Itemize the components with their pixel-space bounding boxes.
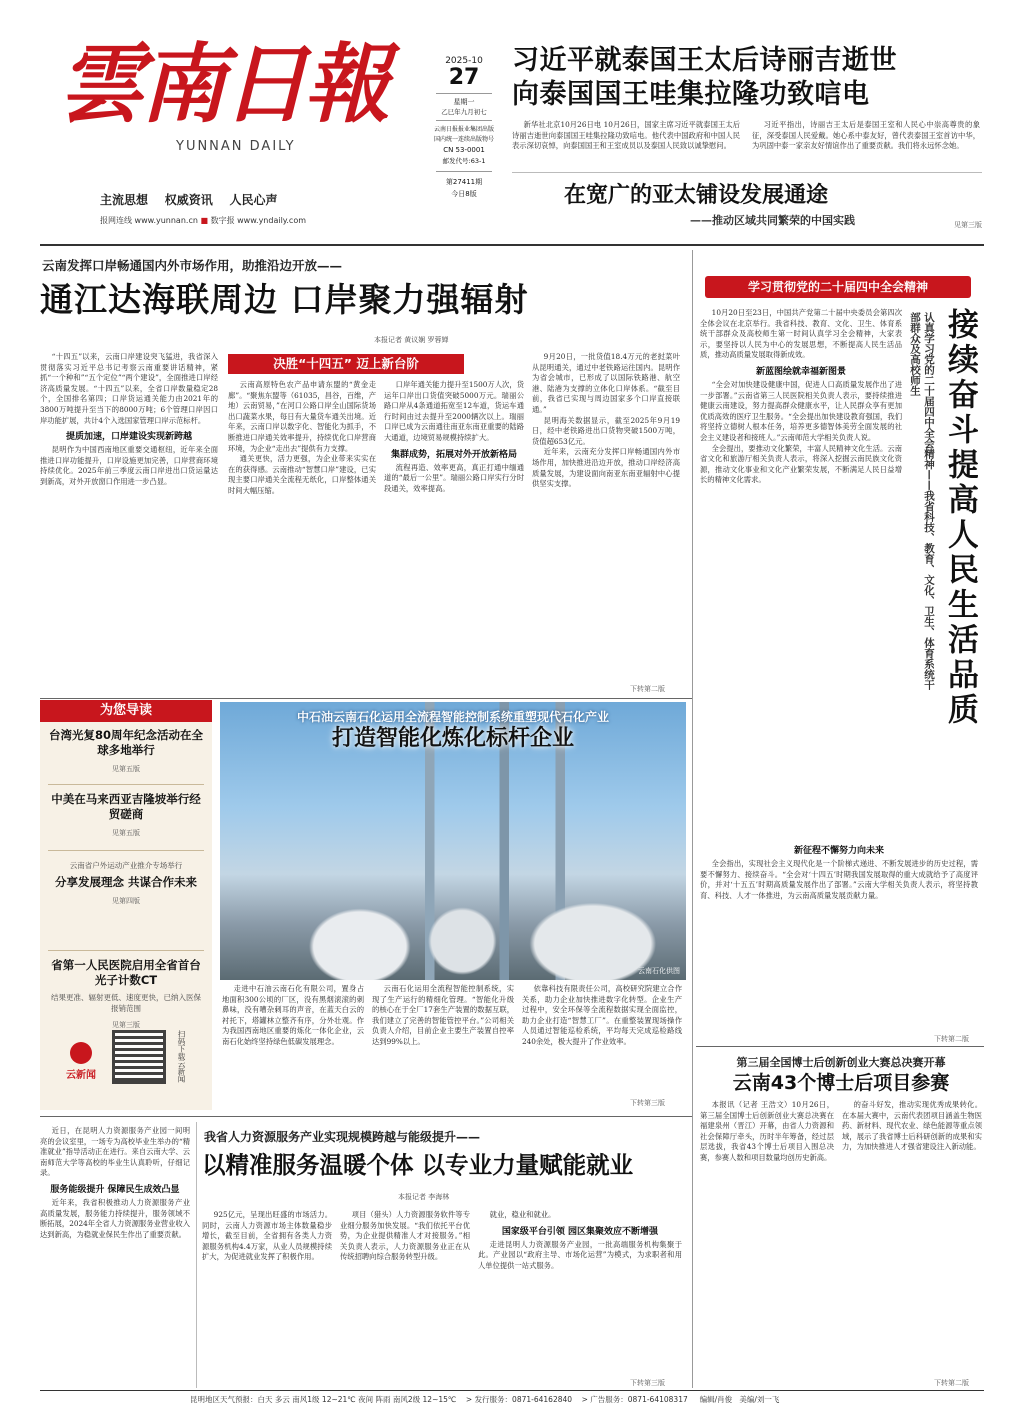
postdoc-jump[interactable]: 下转第二版: [934, 1379, 969, 1387]
top-headline-line2: 向泰国国王哇集拉隆功致唁电: [512, 79, 870, 110]
photo-jump[interactable]: 下转第三版: [630, 1099, 665, 1107]
web-url-link[interactable]: www.yunnan.cn: [134, 216, 198, 225]
side-kicker: 认真学习党的二十届四中全会精神——我省科技、教育、文化、卫生、体育系统干部群众及高校师生: [909, 312, 935, 690]
date-lunar: 乙巳年九月初七: [441, 108, 487, 116]
top-news: [512, 44, 982, 169]
postdoc-headline: 云南43个博士后项目参赛: [732, 1072, 950, 1094]
guide-item-3-kicker: 云南省户外运动产业推介专场举行: [69, 861, 183, 870]
lead-story-header: [40, 250, 680, 350]
hr-left-text: 近年来，我省积极推动人力资源服务产业高质量发展，服务能力持续提升，服务领域不断拓展，2024年全省人力资源服务业营业收入达到新高，为稳就业保民生作出了重要贡献。: [40, 1197, 190, 1239]
guide-item-4-kicker: 结果更准、辐射更低、速度更快，已纳入医保报销范围: [51, 993, 201, 1013]
hr-left-intro: [40, 1126, 190, 1388]
footer: [190, 1393, 984, 1407]
guide-item-1-title: 台湾光复80周年纪念活动在全球多地举行: [48, 728, 203, 757]
postal-code: 邮发代号:63-1: [442, 157, 486, 165]
guide-item-4[interactable]: [48, 958, 204, 1030]
lead-col4b-text: 昆明海关数据显示，截至2025年9月19日，经中老铁路进出口货物突破1500万吨，货值超653亿元。: [532, 415, 680, 446]
hr-col3-sub-text: 走进昆明人力资源服务产业园，一批高端服务机构集聚于此。产业园以“政府主导、市场化运营”为模式，为求职者和用人单位提供一站式服务。: [478, 1239, 682, 1270]
guide-box: [40, 700, 212, 1110]
footer-weather: 昆明地区天气预报：白天 多云 南风1级 12~21℃ 夜间 阵雨 南风2级 12~15℃: [190, 1395, 457, 1404]
photo-col3-text: 依靠科技有限责任公司，高校研究院建立合作关系，助力企业加快推进数字化转型。企业生产过程中，安全环保等全流程数据实现全面监控，助力企业打造“智慧工厂”。在重整装置现场操作人员通过智能巡检系统，平均每天完成巡检路线240余处，极大提升了作业效率。: [522, 984, 682, 1046]
side-text-2: “全会对加快建设健康中国，促进人口高质量发展作出了进一步部署。”云南省第三人民医院相关负责人表示，要持续推进健康云南建设，努力提高群众健康水平，让人民群众享有更加优质高效的医疗卫生服务。“全会提出加快建设教育强国，我们将坚持立德树人根本任务，培养更多德智体美劳全面发展的社会主义建设者和接班人。”云南师范大学相关负责人说。: [700, 379, 902, 442]
hr-col3-subhead: 国家级平台引领 园区集聚效应不断增强: [501, 1226, 659, 1237]
hr-header: [202, 1124, 686, 1208]
hr-col-3: [478, 1210, 682, 1376]
photo-credit: 云南石化供图: [638, 967, 680, 975]
refinery-photo: [220, 702, 686, 980]
lead-col-2: [228, 380, 376, 694]
hr-headline: 以精准服务温暖个体 以专业力量赋能就业: [202, 1151, 634, 1179]
date-block: [432, 56, 496, 236]
guide-title: 为您导读: [40, 700, 212, 722]
guide-item-4-title: 省第一人民医院启用全省首台光子计数CT: [51, 958, 201, 987]
guide-item-3[interactable]: [48, 858, 204, 906]
photo-kicker: 中石油云南石化运用全流程智能控制系统重塑现代石化产业: [296, 710, 609, 724]
footer-ads: 广告服务：0871-64108317: [590, 1395, 688, 1404]
hr-col3-text: 就业，稳业和就业。: [489, 1210, 556, 1219]
footer-arrow-icon-1: >: [465, 1395, 473, 1404]
side-subhead-1: 新蓝图绘就幸福新图景: [755, 366, 846, 377]
footer-arrow-icon-2: >: [581, 1395, 588, 1404]
lead-col4c-text: 近年来，云南充分发挥口岸畅通国内外市场作用，加快推进沿边开放，推动口岸经济高质量发展，为建设面向南亚东南亚辐射中心提供坚实支撑。: [532, 447, 680, 489]
hr-col-1: [202, 1210, 332, 1388]
photo-headline: 打造智能化炼化标杆企业: [331, 726, 574, 751]
lead-kicker: 云南发挥口岸畅通国内外市场作用，助推沿边开放——: [42, 258, 343, 273]
footer-designer: 美编/刘一飞: [739, 1395, 780, 1404]
photo-col-3: [522, 984, 682, 1096]
side-banner: 学习贯彻党的二十届四中全会精神: [705, 276, 971, 298]
lead-banner: 决胜“十四五” 迈上新台阶: [228, 354, 464, 374]
publisher: 云南日报报业集团出版: [433, 126, 494, 133]
guide-item-4-see: 见第三版: [112, 1021, 140, 1029]
hr-col-2: [340, 1210, 470, 1388]
second-see-page[interactable]: 见第三版: [954, 221, 982, 229]
slogan-3: 人民心声: [229, 193, 278, 207]
masthead-english: YUNNAN DAILY: [176, 139, 296, 154]
hr-jump[interactable]: 下转第三版: [630, 1379, 665, 1387]
lead-col4-text: 9月20日，一批货值18.4万元的老挝菜叶从昆明通关，通过中老铁路运往国内。昆明作为省会城市，已形成了以国际铁路港、航空港、陆港为支撑的立体化口岸体系。“截至目前，我省已实现与周边国家多个口岸直接联通。”: [532, 352, 680, 414]
postdoc-col2-text: 的奋斗好发，推动实现优秀成果转化。在本届大赛中，云南代表团项目涵盖生物医药、新材料、现代农业、绿色能源等重点领域，展示了我省博士后科研创新的成果和实力，为加快推进人才强省建设注入新动能。: [842, 1100, 982, 1152]
top-news-left-text: 新华社北京10月26日电 10月26日，国家主席习近平就泰国王太后诗丽吉逝世向泰国国王哇集拉隆功致唁电。他代表中国政府和中国人民表示深切哀悼，向泰国国王和王室成员以及泰国人民致以诚挚慰问。: [512, 120, 740, 151]
footer-editor: 编辑/肖俊: [699, 1395, 733, 1404]
guide-item-2-see: 见第五版: [112, 829, 140, 837]
masthead-logo: 雲南日報: [58, 35, 386, 135]
postdoc-col-1: [700, 1100, 834, 1388]
postdoc-header: [698, 1052, 984, 1096]
lead-subhead-2: 集群成势，拓展对外开放新格局: [390, 449, 517, 460]
cn-label: 国内统一连续出版物号: [433, 136, 494, 143]
side-jump[interactable]: 下转第二版: [934, 1035, 969, 1043]
hr-kicker: 我省人力资源服务产业实现规模跨越与能级提升——: [204, 1130, 481, 1144]
footer-subscribe: 发行服务：0871-64162840: [474, 1395, 573, 1404]
lead-byline: 本报记者 黄议娴 罗蓉婵: [374, 336, 449, 344]
cn-number: CN 53-0001: [443, 146, 485, 154]
top-headline-line1: 习近平就泰国王太后诗丽吉逝世: [512, 45, 897, 76]
photo-col2-text: 云南石化运用全流程智能控制系统，实现了生产运行的精细化管理。“智能化升级的核心在于全厂17套生产装置的数据互联，我们建立了完善的智能管控平台。”公司相关负责人介绍，目前企业主要生产装置自控率达到99%以上。: [372, 984, 514, 1046]
photo-col-1: [222, 984, 364, 1108]
page-count: 今日8版: [451, 190, 477, 198]
lead-col3-text: 口岸年通关能力提升至1500万人次，货运年口岸出口货值突破5000万元。瑞丽公路口岸从4条通道拓宽至12车道，货运车通行时间由过去提升至2000辆次以上。瑞丽口岸已成为云南通往南亚东南亚重要的陆路大通道，边境贸易规模持续扩大。: [384, 380, 524, 442]
digital-icon: ■: [200, 216, 209, 225]
hr-col2-text: 项目（猎头）人力资源服务软件等专业细分服务加快发展。“我们依托平台优势，为企业提供精准人才对接服务。”相关负责人表示，人力资源服务业正在从传统招聘向综合服务转型升级。: [340, 1210, 470, 1262]
slogan-2: 权威资讯: [164, 193, 213, 207]
masthead-web-links: [100, 215, 306, 226]
side-text-1: 10月20日至23日，中国共产党第二十届中央委员会第四次全体会议在北京举行。我省科技、教育、文化、卫生、体育系统干部群众及高校师生第一时间认真学习全会精神，大家表示，要坚持以人民为中心的发展思想，不断提高人民生活品质，推动高质量发展取得新成效。: [700, 308, 902, 360]
postdoc-col1-text: 本报讯（记者 王浩文）10月26日，第三届全国博士后创新创业大赛总决赛在福建泉州（晋江）开幕，由省人力资源和社会保障厅牵头，历时半年筹备，经过层层选拔，我省43个博士后项目入围总决赛，参赛人数和项目数量均创历史新高。: [700, 1100, 834, 1162]
second-news: [512, 180, 982, 236]
app-logo[interactable]: [52, 1042, 110, 1088]
side-vertical-title: [908, 306, 978, 836]
lead-col-4: [532, 352, 680, 682]
postdoc-kicker: 第三届全国博士后创新创业大赛总决赛开幕: [736, 1056, 946, 1069]
lead-col3b-text: 流程再造、效率更高，真正打通中缅通道的“最后一公里”。瑞丽公路口岸实行分时段通关，效率提高。: [384, 462, 524, 493]
side-col: [700, 308, 902, 840]
top-news-right-text: 习近平指出，诗丽吉王太后是泰国王室和人民心中崇高尊贵的象征，深受泰国人民爱戴。她心系中泰友好，曾代表泰国王室首访中华，为巩固中泰一家亲友好情谊作出了重要贡献。我们将永远怀念她。: [752, 120, 980, 151]
qr-label: 扫码下载云新闻: [177, 1030, 186, 1083]
masthead-slogans: [100, 191, 277, 208]
digital-label: 数字报: [210, 216, 235, 225]
date-year-month: 2025-10: [445, 56, 483, 66]
postdoc-col-2: [842, 1100, 982, 1378]
lead-col2-text: 云南高原特色农产品申请东盟的“黄金走廊”。“聚焦东盟等（61035，昌谷，百维，产地）云南贸易，”在河口公路口岸全山国际货场出口蔬菜水果，每日有大量货车通关出境。近年来，云南口岸以数字化、智能化为抓手，不断推进口岸通关效率提升，持续优化口岸营商环境，为企业“走出去”提供有力支撑。: [228, 380, 376, 453]
lead-jump[interactable]: 下转第二版: [630, 685, 665, 693]
lead-col-3: [384, 380, 524, 694]
lead-subhead-1: 提质加速，口岸建设实现新跨越: [65, 432, 192, 443]
guide-item-2[interactable]: [48, 792, 204, 838]
second-subheadline: ——推动区域共同繁荣的中国实践: [690, 214, 855, 227]
lead-col-1: [40, 352, 218, 694]
guide-item-2-title: 中美在马来西亚吉隆坡举行经贸磋商: [51, 792, 201, 821]
lead-col2b-text: 通关更快，活力更强，为企业带来实实在在的获得感。云南推动“智慧口岸”建设，已实现主要口岸通关全流程无纸化，口岸整体通关时间大幅压缩。: [228, 454, 376, 495]
hr-byline: 本报记者 李海林: [398, 1193, 450, 1201]
side-col-wide: [700, 840, 978, 1020]
date-day: 27: [448, 65, 480, 90]
guide-item-1-see: 见第五版: [112, 765, 140, 773]
hr-left-intro-text: 近日，在昆明人力资源服务产业园一间明亮的会议室里，一场专为高校毕业生举办的“精准就业”指导活动正在进行。来自云南大学、云南师范大学等高校的毕业生认真聆听，仔细记录。: [40, 1126, 190, 1178]
side-title: 接续奋斗提高人民生活品质: [942, 308, 978, 728]
lead-headline: 通江达海联周边 口岸聚力强辐射: [40, 280, 529, 319]
side-text-3: 全会提出，要推动文化繁荣，丰富人民精神文化生活。云南省文化和旅游厅相关负责人表示，将深入挖掘云南民族文化资源，推动文化事业和文化产业繁荣发展，不断满足人民日益增长的精神文化需求。: [700, 443, 902, 485]
digital-url-link[interactable]: www.yndaily.com: [237, 216, 307, 225]
photo-col-2: [372, 984, 514, 1108]
hr-col1-text: 925亿元，呈现出旺盛的市场活力。同时，云南人力资源市场主体数量稳步增长，截至目前，全省拥有各类人力资源服务机构4.4万家，从业人员规模持续扩大，为促进就业发挥了积极作用。: [202, 1210, 332, 1262]
app-logo-label: 云新闻: [66, 1070, 96, 1081]
photo-col1-text: 走进中石油云南石化有限公司，置身占地面积300公顷的厂区，没有黑烟滚滚的刺鼻味，没有嘈杂刺耳的声音，在蓝天白云的衬托下，塔罐林立整齐有序，分外壮观。作为我国西南地区重要的炼化一体化企业，云南石化始终坚持绿色低碳发展理念。: [222, 984, 364, 1046]
guide-item-3-see: 见第四版: [112, 897, 140, 905]
side-text-4: 全会指出，实现社会主义现代化是一个阶梯式递进、不断发展进步的历史过程，需要不懈努力、接续奋斗。“全会对‘十四五’时期我国发展取得的重大成就给予了高度评价，并对‘十五五’时期高质量发展作出了部署。”云南大学相关负责人表示，将坚持教育、科技、人才一体推进，为云南高质量发展贡献力量。: [700, 859, 978, 900]
slogan-1: 主流思想: [100, 193, 149, 207]
top-news-body: [512, 120, 982, 169]
qr-code-icon[interactable]: [112, 1030, 166, 1084]
issue-number: 第27411期: [445, 178, 483, 186]
guide-item-1[interactable]: [48, 728, 204, 774]
date-weekday: 星期一: [453, 98, 475, 106]
lead-col1-text: “十四五”以来，云南口岸建设突飞猛进，我省深入贯彻落实习近平总书记考察云南重要讲话精神，紧抓“一个种和”“五个定位”“两个建设”，全面推进口岸经济高质量发展。“十四五”以来，全省口岸数量稳定28个，全国排名第四；口岸货运通关能力由2021年的3800万吨提升至当下的8000万吨；6个管理口岸因口岸功能扩展，共计4个入选国家管理口岸示范标杆。: [40, 352, 218, 425]
hr-left-subhead: 服务能级提升 保障民生成效凸显: [50, 1184, 180, 1195]
guide-item-3-title: 分享发展理念 共谋合作未来: [54, 875, 197, 889]
web-label: 报网连线: [100, 216, 132, 225]
masthead: [58, 35, 428, 240]
app-logo-icon: [70, 1042, 92, 1064]
second-headline: 在宽广的亚太铺设发展通途: [564, 183, 829, 208]
side-subhead-2: 新征程不懈努力向未来: [793, 846, 884, 856]
lead-col1b-text: 昆明作为中国西南地区重要交通枢纽，近年来全面推进口岸功能提升，口岸设施更加完善，口岸营商环境持续优化。2025年前三季度云南口岸进出口货运量达到新高，对外开放窗口作用进一步凸显。: [40, 445, 218, 486]
